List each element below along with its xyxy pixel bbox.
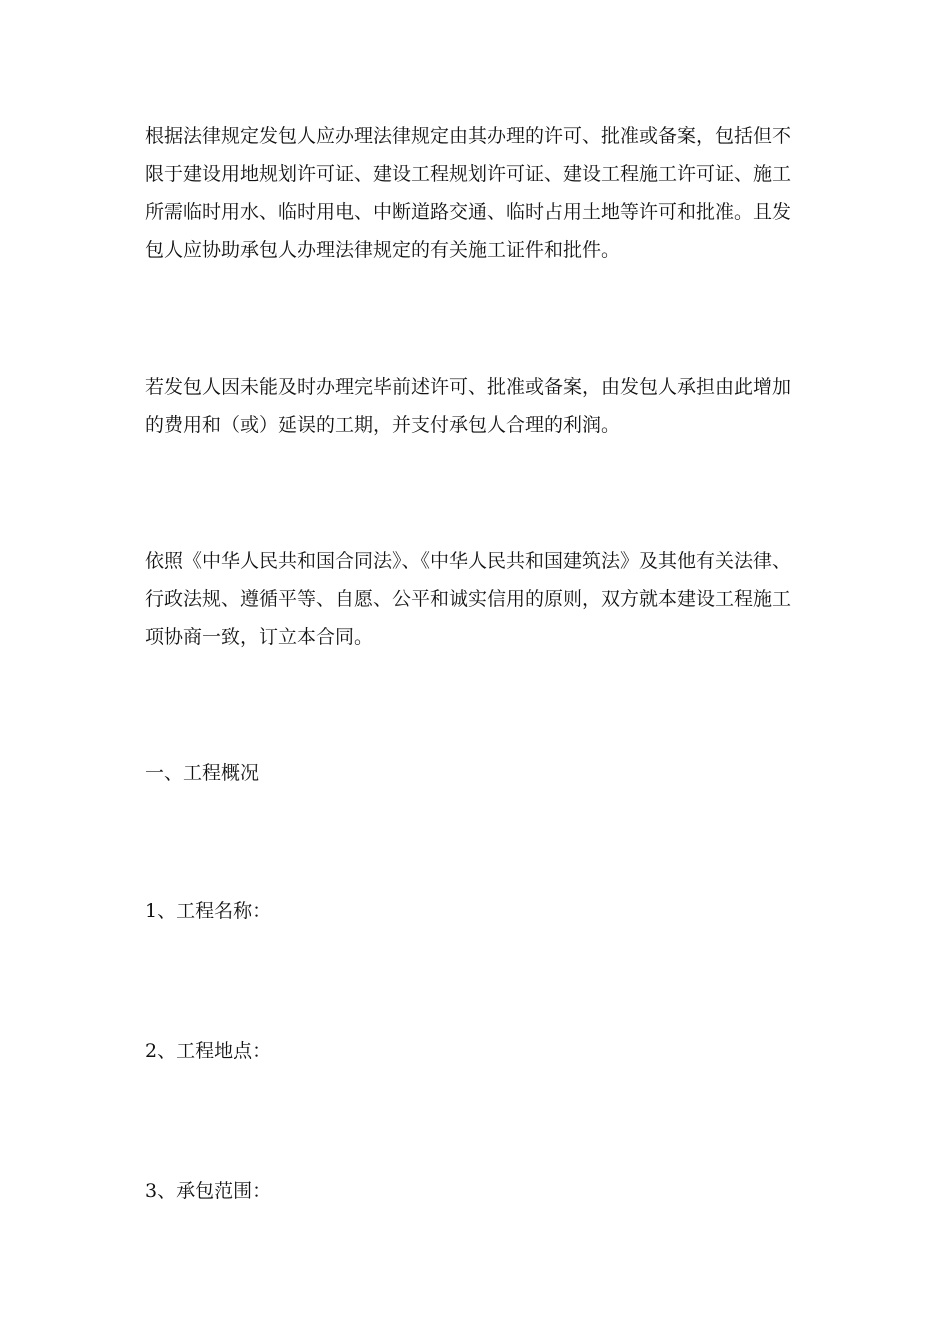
paragraph-line: 项协商一致，订立本合同。 [145,626,374,648]
paragraph-line: 所需临时用水、临时用电、中断道路交通、临时占用土地等许可和批准。且发 [145,201,792,223]
paragraph-line: 的费用和（或）延误的工期，并支付承包人合理的利润。 [145,414,621,436]
paragraph-line: 若发包人因未能及时办理完毕前述许可、批准或备案，由发包人承担由此增加 [145,376,792,398]
paragraph-line: 根据法律规定发包人应办理法律规定由其办理的许可、批准或备案，包括但不 [145,125,792,147]
paragraph-line: 包人应协助承包人办理法律规定的有关施工证件和批件。 [145,239,621,261]
paragraph-line: 依照《中华人民共和国合同法》、《中华人民共和国建筑法》及其他有关法律、 [145,550,792,572]
paragraph-line: 限于建设用地规划许可证、建设工程规划许可证、建设工程施工许可证、施工 [145,163,792,185]
section-heading: 一、工程概况 [145,762,260,784]
item-project-location: 2、工程地点： [145,1040,272,1062]
item-contract-scope: 3、承包范围： [145,1180,272,1202]
item-project-name: 1、工程名称： [145,900,272,922]
paragraph-line: 行政法规、遵循平等、自愿、公平和诚实信用的原则，双方就本建设工程施工 [145,588,792,610]
